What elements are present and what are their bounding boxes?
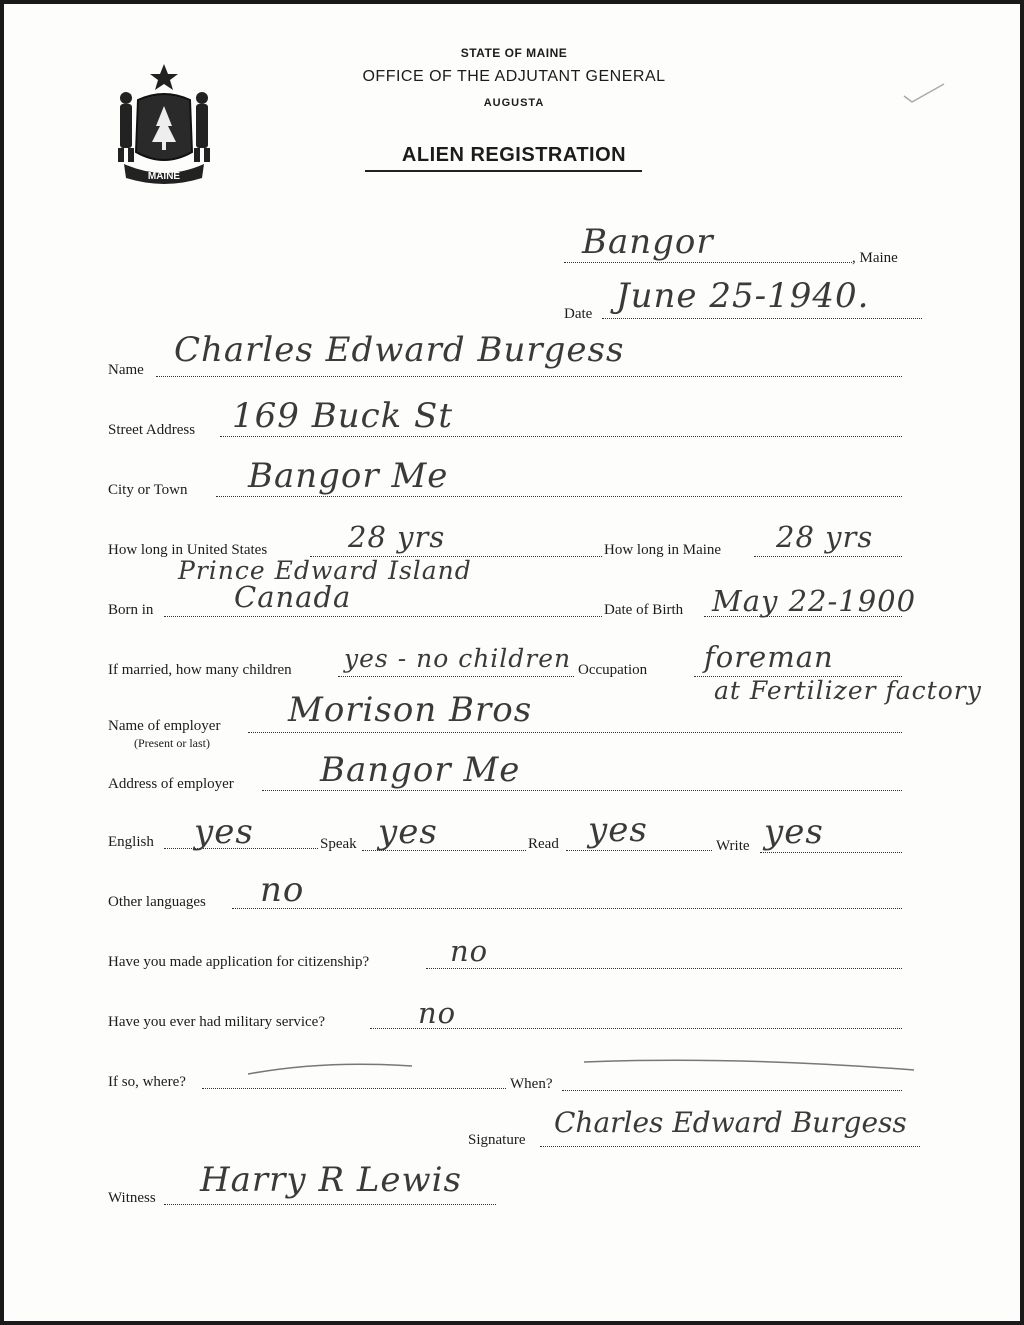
where-label: If so, where? [108,1074,186,1090]
employer-value: Morison Bros [288,690,533,730]
read-line [566,850,712,851]
write-label: Write [716,838,750,854]
witness-value: Harry R Lewis [200,1160,462,1200]
street-label: Street Address [108,422,196,438]
occupation-label: Occupation [578,662,648,678]
citizenship-value: no [450,934,489,968]
english-label: English [108,834,154,850]
employer-label: Name of employer [108,718,221,734]
signature-label: Signature [468,1132,526,1148]
employer-address-label: Address of employer [108,776,234,792]
employer-address-line [262,790,902,791]
english-value: yes [194,812,254,852]
married-children-line [338,676,574,677]
signature-value: Charles Edward Burgess [554,1106,907,1139]
witness-label: Witness [108,1190,156,1206]
speak-label: Speak [320,836,357,852]
name-label: Name [108,362,144,378]
employer-line [248,732,902,733]
header-city: AUGUSTA [483,97,545,109]
city-value: Bangor Me [248,456,449,496]
alien-registration-form [4,4,1020,1321]
seal-motto: MAINE [147,171,181,182]
when-line [562,1090,902,1091]
read-value: yes [588,810,648,850]
born-in-label: Born in [108,602,154,618]
date-of-birth-label: Date of Birth [604,602,684,618]
place-line [564,262,852,263]
form-title: ALIEN REGISTRATION [401,144,627,166]
header-state: STATE OF MAINE [460,46,568,60]
military-value: no [418,996,457,1030]
place-value: Bangor [582,222,714,262]
when-label: When? [510,1076,553,1092]
occupation-value-line2: at Fertilizer factory [714,676,982,705]
how-long-maine-label: How long in Maine [604,542,722,558]
name-line [156,376,902,377]
signature-line [540,1146,920,1147]
married-children-value: yes - no children [344,644,572,673]
born-in-value-line2: Canada [234,580,352,614]
date-label: Date [564,306,593,322]
citizenship-label: Have you made application for citizenship? [108,954,370,970]
military-label: Have you ever had military service? [108,1014,325,1030]
state-of-maine-seal-icon [110,60,218,186]
write-line [760,852,902,853]
date-value: June 25-1940. [616,276,870,316]
city-line [216,496,902,497]
city-label: City or Town [108,482,188,498]
married-children-label: If married, how many children [108,662,292,678]
check-mark-icon [902,80,946,106]
date-line [602,318,922,319]
how-long-maine-value: 28 yrs [776,520,874,554]
speak-value: yes [378,812,438,852]
how-long-us-value: 28 yrs [348,520,446,554]
date-of-birth-value: May 22-1900 [712,584,917,618]
where-line [202,1088,506,1089]
title-underline [365,170,642,172]
other-languages-value: no [260,870,305,910]
write-value: yes [764,812,824,852]
read-label: Read [528,836,559,852]
citizenship-line [426,968,902,969]
born-in-line [164,616,602,617]
witness-line [164,1204,496,1205]
hand-drawn-dash-icon [234,1054,934,1084]
how-long-maine-line [754,556,902,557]
street-line [220,436,902,437]
other-languages-line [232,908,902,909]
name-value: Charles Edward Burgess [174,330,625,370]
other-languages-label: Other languages [108,894,206,910]
occupation-value-line1: foreman [704,640,834,674]
employer-address-value: Bangor Me [320,750,521,790]
born-in-value-line1: Prince Edward Island [178,556,472,585]
maine-label: , Maine [852,250,898,266]
employer-note: (Present or last) [134,736,210,750]
how-long-us-label: How long in United States [108,542,268,558]
street-value: 169 Buck St [232,396,453,436]
header-office: OFFICE OF THE ADJUTANT GENERAL [362,68,666,85]
